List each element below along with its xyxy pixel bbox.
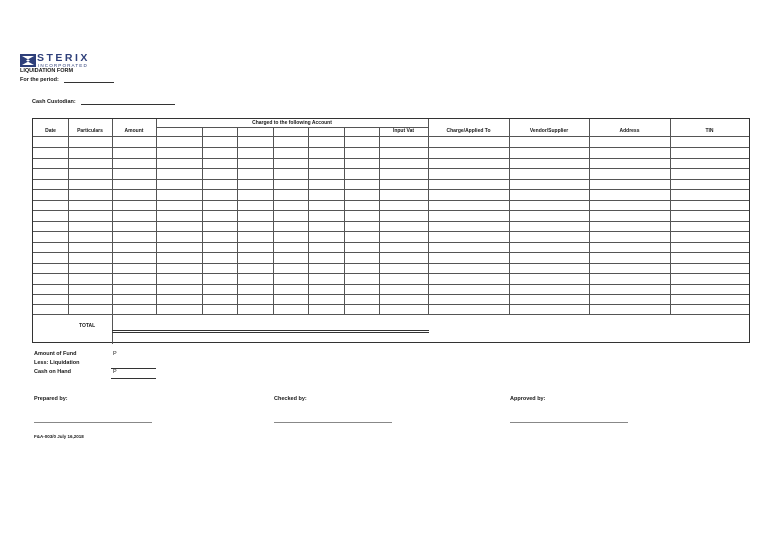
total-row-top-line (33, 314, 749, 315)
header-charged-accounts: Charged to the following Account (252, 120, 332, 126)
header-bottom-line (33, 136, 749, 137)
logo-mark-icon (20, 54, 36, 67)
checked-by-signature-line[interactable] (274, 422, 392, 423)
row-line (33, 304, 749, 305)
logo-subtitle: INCORPORATED (38, 63, 88, 68)
amount-of-fund-value: P (113, 351, 117, 357)
header-tin: TIN (705, 128, 714, 134)
row-line (33, 231, 749, 232)
custodian-label: Cash Custodian: (32, 99, 76, 105)
row-line (33, 158, 749, 159)
cash-on-hand-underline (111, 378, 156, 379)
header-charge-applied: Charge/Applied To (446, 128, 491, 134)
row-line (33, 263, 749, 264)
cash-on-hand-value: P (113, 369, 117, 375)
header-address: Address (619, 128, 640, 134)
row-line (33, 273, 749, 274)
prepared-by-label: Prepared by: (34, 396, 68, 402)
header-date: Date (45, 128, 56, 134)
prepared-by-signature-line[interactable] (34, 422, 152, 423)
approved-by-label: Approved by: (510, 396, 546, 402)
liquidation-table (32, 118, 750, 343)
period-label: For the period: (20, 77, 59, 83)
period-input-line[interactable] (64, 77, 114, 83)
liquidation-line (111, 368, 156, 369)
checked-by-label: Checked by: (274, 396, 307, 402)
form-title: LIQUIDATION FORM (20, 68, 74, 74)
row-line (33, 168, 749, 169)
logo-name: STERIX (37, 52, 90, 64)
row-line (33, 147, 749, 148)
total-double-underline (112, 330, 429, 333)
header-particulars: Particulars (77, 128, 103, 134)
custodian-input-line[interactable] (81, 99, 175, 105)
amount-of-fund-label: Amount of Fund (34, 351, 77, 357)
row-line (33, 284, 749, 285)
row-line (33, 252, 749, 253)
row-line (33, 294, 749, 295)
custodian-field (32, 99, 175, 105)
header-vendor: Vendor/Supplier (529, 128, 569, 134)
row-line (33, 179, 749, 180)
header-amount: Amount (124, 128, 144, 134)
cash-on-hand-label: Cash on Hand (34, 369, 71, 375)
period-field (20, 77, 114, 83)
company-logo (20, 54, 100, 68)
form-code: F&A-003/0 July 16,2018 (34, 434, 84, 439)
less-liquidation-label: Less: Liquidation (34, 360, 80, 366)
row-line (33, 221, 749, 222)
total-label: TOTAL (79, 323, 96, 329)
approved-by-signature-line[interactable] (510, 422, 628, 423)
header-input-vat: Input Vat (392, 128, 415, 134)
row-line (33, 189, 749, 190)
row-line (33, 210, 749, 211)
row-line (33, 242, 749, 243)
row-line (33, 200, 749, 201)
